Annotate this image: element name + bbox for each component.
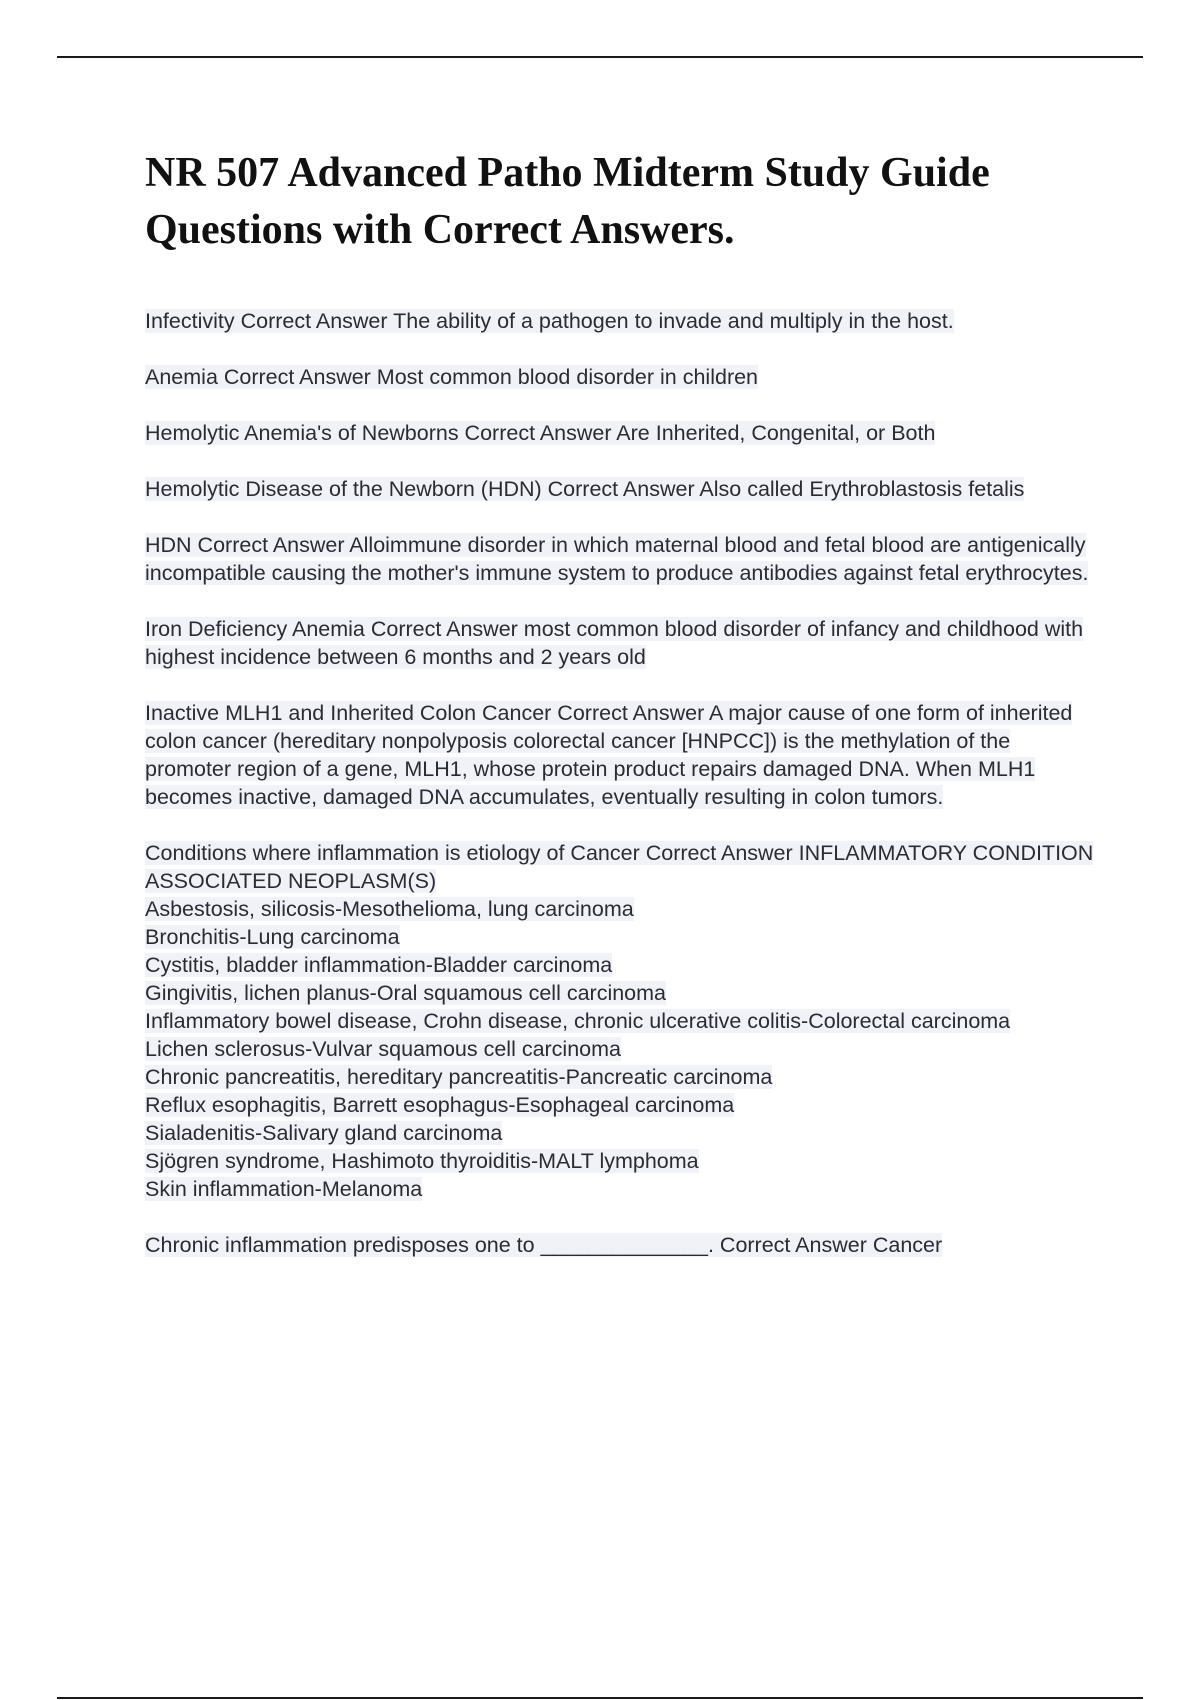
condition-line: Sjögren syndrome, Hashimoto thyroiditis-MALT lymphoma	[145, 1149, 699, 1173]
condition-line: Asbestosis, silicosis-Mesothelioma, lung carcinoma	[145, 897, 634, 921]
qa-item-infectivity: Infectivity Correct Answer The ability of a pathogen to invade and multiply in the host.	[145, 309, 954, 333]
conditions-intro: Conditions where inflammation is etiology of Cancer Correct Answer INFLAMMATORY CONDITION	[145, 841, 1094, 865]
qa-item-mlh1: Inactive MLH1 and Inherited Colon Cancer Correct Answer A major cause of one form of inherited colon cancer (hereditary nonpolyposis colorectal cancer [HNPCC]) is the methylation of the promoter region of a gene, MLH1, whose protein product repairs damaged DNA. When MLH1 becomes inactive, damaged DNA accumulates, eventually resulting in colon tumors.	[145, 701, 1073, 809]
bottom-rule	[57, 1697, 1143, 1699]
qa-item-chronic-inflammation: Chronic inflammation predisposes one to ______________. Correct Answer Cancer	[145, 1233, 943, 1257]
qa-item-anemia: Anemia Correct Answer Most common blood disorder in children	[145, 365, 759, 389]
qa-item-inflammation-conditions	[145, 839, 1095, 1203]
condition-line: Cystitis, bladder inflammation-Bladder carcinoma	[145, 953, 613, 977]
condition-line: Skin inflammation-Melanoma	[145, 1177, 423, 1201]
conditions-header: ASSOCIATED NEOPLASM(S)	[145, 869, 437, 893]
condition-line: Gingivitis, lichen planus-Oral squamous cell carcinoma	[145, 981, 666, 1005]
condition-line: Inflammatory bowel disease, Crohn disease, chronic ulcerative colitis-Colorectal carcinoma	[145, 1009, 1011, 1033]
condition-line: Reflux esophagitis, Barrett esophagus-Esophageal carcinoma	[145, 1093, 735, 1117]
qa-item-iron-deficiency: Iron Deficiency Anemia Correct Answer most common blood disorder of infancy and childhood with highest incidence between 6 months and 2 years old	[145, 617, 1084, 669]
condition-line: Sialadenitis-Salivary gland carcinoma	[145, 1121, 503, 1145]
condition-line: Chronic pancreatitis, hereditary pancreatitis-Pancreatic carcinoma	[145, 1065, 773, 1089]
qa-item-hemolytic-anemia: Hemolytic Anemia's of Newborns Correct Answer Are Inherited, Congenital, or Both	[145, 421, 936, 445]
top-rule	[57, 56, 1143, 58]
qa-item-hdn-definition: Hemolytic Disease of the Newborn (HDN) Correct Answer Also called Erythroblastosis fetalis	[145, 477, 1025, 501]
document-title: NR 507 Advanced Patho Midterm Study Guide Questions with Correct Answers.	[145, 150, 990, 253]
condition-line: Bronchitis-Lung carcinoma	[145, 925, 400, 949]
document-body	[145, 145, 1095, 1287]
condition-line: Lichen sclerosus-Vulvar squamous cell carcinoma	[145, 1037, 621, 1061]
qa-item-hdn: HDN Correct Answer Alloimmune disorder in which maternal blood and fetal blood are antigenically incompatible causing the mother's immune system to produce antibodies against fetal erythrocytes.	[145, 533, 1089, 585]
